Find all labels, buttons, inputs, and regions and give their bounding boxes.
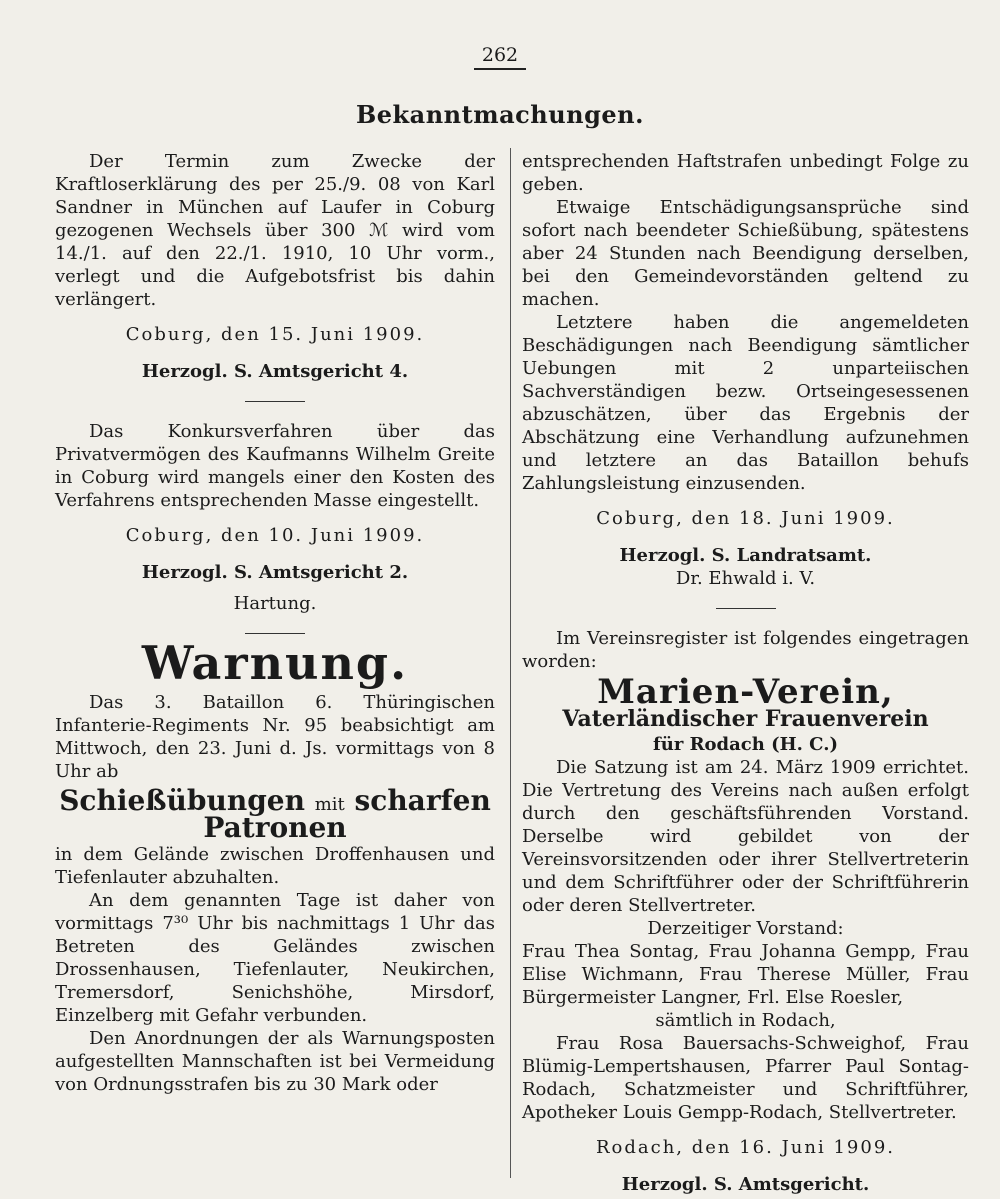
- warning-headline: Schießübungen mit scharfen Patronen: [59, 784, 491, 844]
- vorstand-location: sämtlich in Rodach,: [655, 1010, 836, 1031]
- notice-1-date: Coburg, den 15. Juni 1909.: [125, 324, 425, 345]
- page-number: 262: [0, 44, 1000, 66]
- register-signature: Herzogl. S. Amtsgericht.: [621, 1174, 870, 1195]
- warning-continued: entsprechenden Haftstrafen unbedingt Folge zu geben.: [522, 151, 969, 195]
- separator: [245, 633, 305, 634]
- left-column: [55, 150, 495, 1096]
- notice-1-signature: Herzogl. S. Amtsgericht 4.: [141, 361, 409, 382]
- warning-date: Coburg, den 18. Juni 1909.: [596, 508, 895, 529]
- vorstand-list-1: Frau Thea Sontag, Frau Johanna Gempp, Frau Elise Wichmann, Frau Therese Müller, Frau Bürgermeister Langner, Frl. Else Roesler,: [522, 941, 969, 1008]
- notice-2-date: Coburg, den 10. Juni 1909.: [125, 525, 425, 546]
- notice-kraftloserklaerung: Der Termin zum Zwecke der Kraftloserklärung des per 25./9. 08 von Karl Sandner in München auf Laufer in Coburg gezogenen Wechsels über 300 ℳ wird vom 14./1. auf den 22./1. 1910, 10 Uhr vorm., verlegt und die Aufgebotsfrist bis dahin verlängert.: [55, 151, 495, 310]
- register-date: Rodach, den 16. Juni 1909.: [595, 1137, 895, 1158]
- notice-2-signature: Herzogl. S. Amtsgericht 2.: [141, 562, 409, 583]
- warning-signature-name: Dr. Ehwald i. V.: [675, 568, 816, 589]
- section-heading: Bekanntmachungen.: [356, 100, 644, 129]
- verein-title: Marien-Verein,: [597, 672, 894, 712]
- warning-assessment: Letztere haben die angemeldeten Beschädigungen nach Beendigung sämtlicher Uebungen mit 2 unparteiischen Sachverständigen bezw. Ortseingesessenen abzuschätzen, über das Ergebnis der Abschätzung eine Verhandlung aufzunehmen und letztere an das Bataillon behufs Zahlungsleistung einzusenden.: [522, 312, 969, 494]
- register-intro: Im Vereinsregister ist folgendes eingetragen worden:: [522, 628, 969, 672]
- warning-compensation: Etwaige Entschädigungsansprüche sind sofort nach beendeter Schießübung, spätestens aber 24 Stunden nach Beendigung derselben, bei den Gemeindevorständen geltend zu machen.: [522, 197, 969, 310]
- separator: [716, 608, 776, 609]
- warning-signature: Herzogl. S. Landratsamt.: [619, 545, 872, 566]
- notice-2-name: Hartung.: [233, 593, 317, 614]
- warning-intro: Das 3. Bataillon 6. Thüringischen Infanterie-Regiments Nr. 95 beabsichtigt am Mittwoch, den 23. Juni d. Js. vormittags von 8 Uhr ab: [55, 692, 495, 782]
- warning-title: Warnung.: [141, 636, 409, 690]
- vorstand-list-2: Frau Rosa Bauersachs-Schweighof, Frau Blümig-Lempertshausen, Pfarrer Paul Sontag-Rodach, Schatzmeister und Schriftführer, Apotheker Louis Gempp-Rodach, Stellvertreter.: [522, 1033, 969, 1123]
- right-column: [522, 150, 969, 1196]
- warning-location: in dem Gelände zwischen Droffenhausen und Tiefenlauter abzuhalten.: [55, 844, 495, 888]
- notice-konkurs: Das Konkursverfahren über das Privatvermögen des Kaufmanns Wilhelm Greite in Coburg wird mangels einer den Kosten des Verfahrens entsprechenden Masse eingestellt.: [55, 421, 495, 511]
- warning-times: An dem genannten Tage ist daher von vormittags 7³⁰ Uhr bis nachmittags 1 Uhr das Betreten des Geländes zwischen Drossenhausen, Tiefenlauter, Neukirchen, Tremersdorf, Senichshöhe, Mirsdorf, Einzelberg mit Gefahr verbunden.: [55, 890, 495, 1026]
- verein-place: für Rodach (H. C.): [653, 734, 838, 755]
- column-divider: [510, 148, 511, 1178]
- separator: [245, 401, 305, 402]
- vorstand-heading: Derzeitiger Vorstand:: [647, 918, 844, 939]
- register-text: Die Satzung ist am 24. März 1909 errichtet. Die Vertretung des Vereins nach außen erfolgt durch den geschäftsführenden Vorstand. Derselbe wird gebildet von der Vereinsvorsitzenden oder ihrer Stellvertreterin und dem Schriftführer oder der Schriftführerin oder deren Stellvertreter.: [522, 757, 969, 916]
- verein-subtitle: Vaterländischer Frauenverein: [562, 706, 929, 732]
- warning-orders: Den Anordnungen der als Warnungsposten aufgestellten Mannschaften ist bei Vermeidung von Ordnungsstrafen bis zu 30 Mark oder: [55, 1028, 495, 1095]
